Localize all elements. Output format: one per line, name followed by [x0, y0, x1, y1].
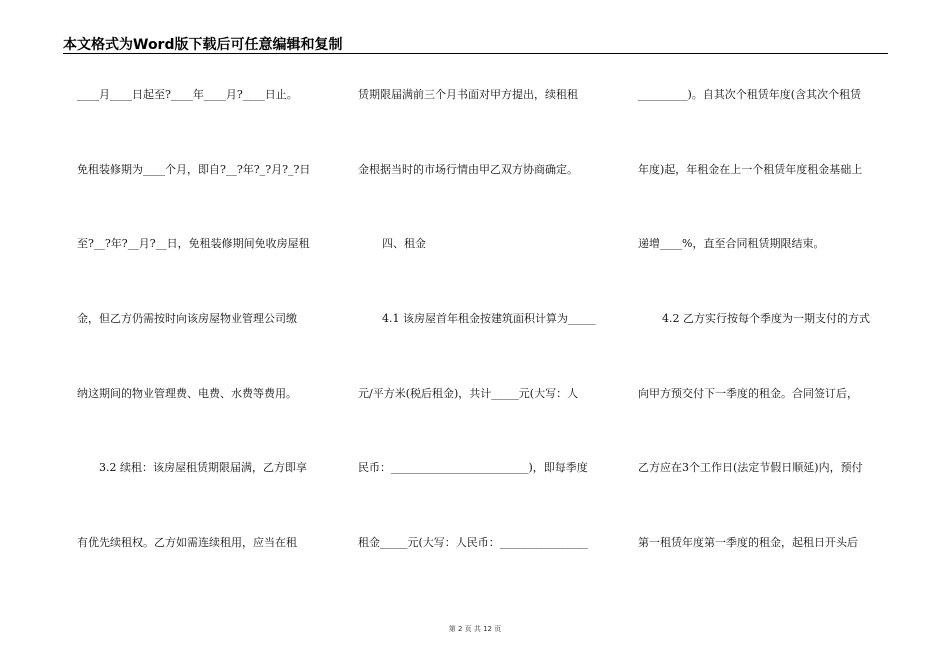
paragraph-start-line: 3.2 续租：该房屋租赁期限届满，乙方即享 [99, 461, 307, 474]
text-line: 民币：_________________________)，即每季度 [358, 461, 588, 474]
text-line: 纳这期间的物业管理费、电费、水费等费用。 [77, 387, 297, 400]
paragraph-start-line: 4.2 乙方实行按每个季度为一期支付的方式 [662, 312, 870, 325]
text-line: 至?__?年?__月?__日，免租装修期间免收房屋租 [77, 237, 310, 250]
text-line: _________)。自其次个租赁年度(含其次个租赁 [638, 88, 862, 101]
header-divider [63, 53, 888, 54]
text-line: 有优先续租权。乙方如需连续租用，应当在租 [77, 536, 297, 549]
text-line: 金根据当时的市场行情由甲乙双方协商确定。 [358, 163, 578, 176]
paragraph-start-line: 4.1 该房屋首年租金按建筑面积计算为_____ [382, 312, 596, 325]
text-line: 租金_____元(大写：人民币：________________ [358, 536, 588, 549]
text-line: 元/平方米(税后租金)，共计_____元(大写：人 [358, 387, 579, 400]
text-line: 递增____%，直至合同租赁期限结束。 [638, 237, 825, 250]
text-line: 金，但乙方仍需按时向该房屋物业管理公司缴 [77, 312, 297, 325]
text-line: 免租装修期为____个月，即自?__?年?_?月?_?日 [77, 163, 311, 176]
page-number-footer: 第 2 页 共 12 页 [448, 625, 502, 633]
text-line: 赁期限届满前三个月书面对甲方提出，续租租 [358, 88, 578, 101]
text-line: 年度)起，年租金在上一个租赁年度租金基础上 [638, 163, 863, 176]
document-header-title: 本文格式为Word版下载后可任意编辑和复制 [63, 37, 343, 53]
text-line: 第一租赁年度第一季度的租金，起租日开头后 [638, 536, 858, 549]
text-line: 乙方应在3个工作日(法定节假日顺延)内，预付 [638, 461, 863, 474]
text-line: ____月____日起至?____年____月?____日止。 [77, 88, 298, 101]
text-line: 向甲方预交付下一季度的租金。合同签订后， [638, 387, 858, 400]
section-heading: 四、租金 [382, 237, 426, 250]
